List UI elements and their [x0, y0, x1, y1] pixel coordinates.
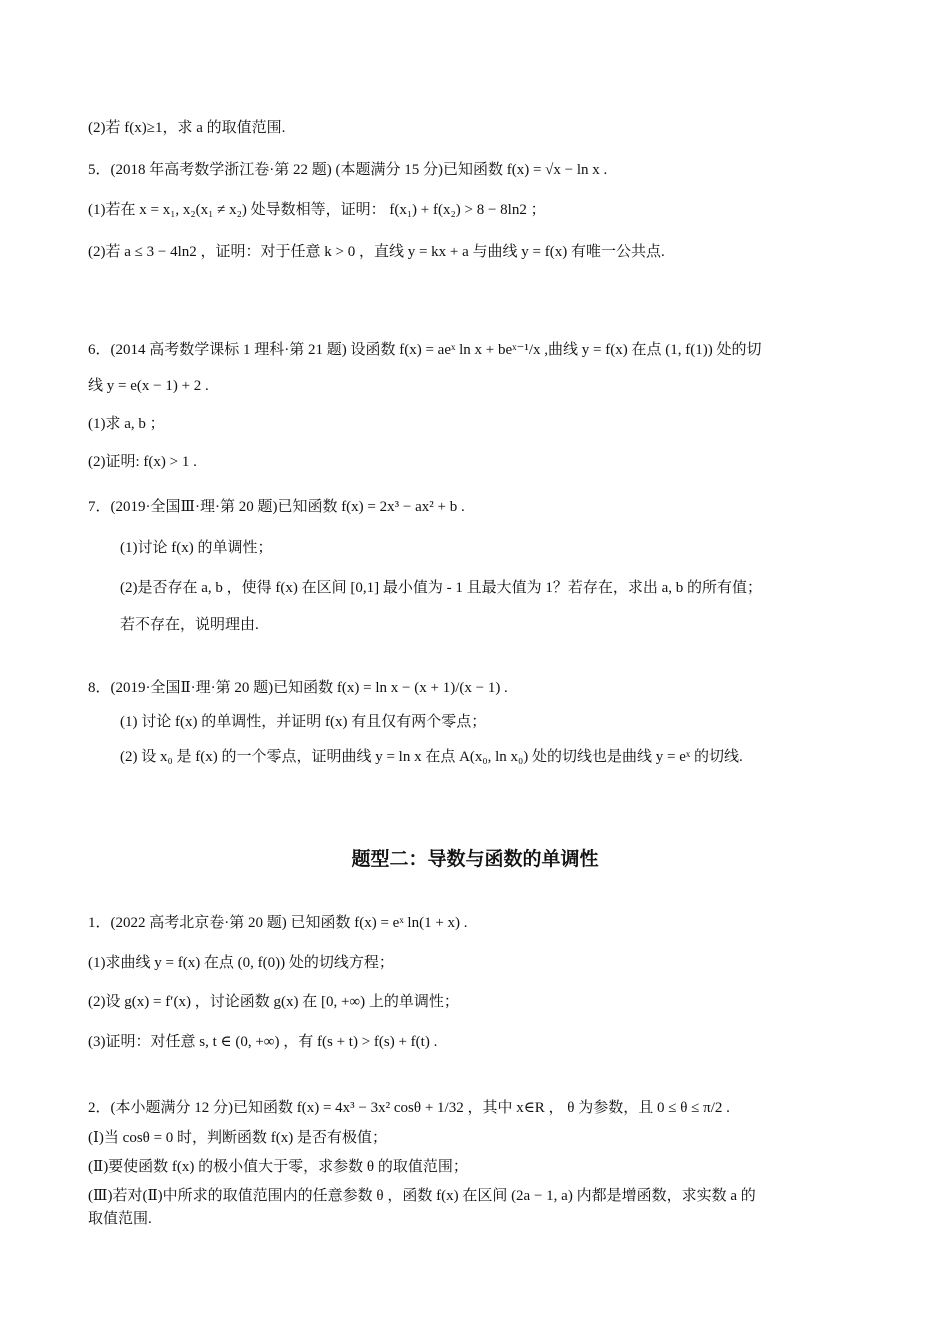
- text-line: 取值范围.: [88, 1211, 152, 1227]
- text-line: (1)求曲线 y = f(x) 在点 (0, f(0)) 处的切线方程；: [88, 955, 394, 971]
- section-title: 题型二：导数与函数的单调性: [351, 848, 599, 870]
- text-line: (2)若 f(x)≥1，求 a 的取值范围.: [88, 120, 286, 136]
- text-line: (1)讨论 f(x) 的单调性；: [120, 540, 273, 556]
- text-line: 7．(2019·全国Ⅲ·理·第 20 题)已知函数 f(x) = 2x³ − ax² + b .: [88, 499, 465, 515]
- text-line: (Ⅱ)要使函数 f(x) 的极小值大于零，求参数 θ 的取值范围；: [88, 1159, 468, 1175]
- text-line: (1)若在 x = x₁, x₂(x₁ ≠ x₂) 处导数相等，证明： f(x₁) + f(x₂) > 8 − 8ln2 ；: [88, 202, 546, 218]
- text-line: (2)设 g(x) = f′(x) ，讨论函数 g(x) 在 [0, +∞) 上的单调性；: [88, 994, 459, 1010]
- text-line: 2．(本小题满分 12 分)已知函数 f(x) = 4x³ − 3x² cosθ + 1/32 ，其中 x∈R ， θ 为参数，且 0 ≤ θ ≤ π/2 .: [88, 1100, 730, 1116]
- text-line: 若不存在，说明理由.: [120, 617, 259, 633]
- text-line: 线 y = e(x − 1) + 2 .: [88, 378, 209, 394]
- text-line: (Ⅰ)当 cosθ = 0 时，判断函数 f(x) 是否有极值；: [88, 1130, 388, 1146]
- text-line: (2)是否存在 a, b ，使得 f(x) 在区间 [0,1] 最小值为 - 1 且最大值为 1？若存在，求出 a, b 的所有值；: [120, 580, 763, 596]
- text-line: (2)证明: f(x) > 1 .: [88, 454, 197, 470]
- text-line: 1．(2022 高考北京卷·第 20 题) 已知函数 f(x) = eˣ ln(1 + x) .: [88, 915, 468, 931]
- text-line: 6．(2014 高考数学课标 1 理科·第 21 题) 设函数 f(x) = aeˣ ln x + beˣ⁻¹/x ,曲线 y = f(x) 在点 (1, f(1)) 处的切: [88, 342, 762, 358]
- text-line: (2) 设 x₀ 是 f(x) 的一个零点，证明曲线 y = ln x 在点 A(x₀, ln x₀) 处的切线也是曲线 y = eˣ 的切线.: [120, 749, 743, 765]
- text-line: (1) 讨论 f(x) 的单调性，并证明 f(x) 有且仅有两个零点；: [120, 714, 487, 730]
- text-line: (2)若 a ≤ 3 − 4ln2 ，证明：对于任意 k > 0 ，直线 y = kx + a 与曲线 y = f(x) 有唯一公共点.: [88, 244, 665, 260]
- text-line: (3)证明：对任意 s, t ∈ (0, +∞) ，有 f(s + t) > f(s) + f(t) .: [88, 1034, 438, 1050]
- text-line: (Ⅲ)若对(Ⅱ)中所求的取值范围内的任意参数 θ ，函数 f(x) 在区间 (2a − 1, a) 内都是增函数，求实数 a 的: [88, 1188, 756, 1204]
- text-line: (1)求 a, b ；: [88, 416, 165, 432]
- text-line: 5．(2018 年高考数学浙江卷·第 22 题) (本题满分 15 分)已知函数 f(x) = √x − ln x .: [88, 162, 608, 178]
- text-line: 8．(2019·全国Ⅱ·理·第 20 题)已知函数 f(x) = ln x − (x + 1)/(x − 1) .: [88, 680, 508, 696]
